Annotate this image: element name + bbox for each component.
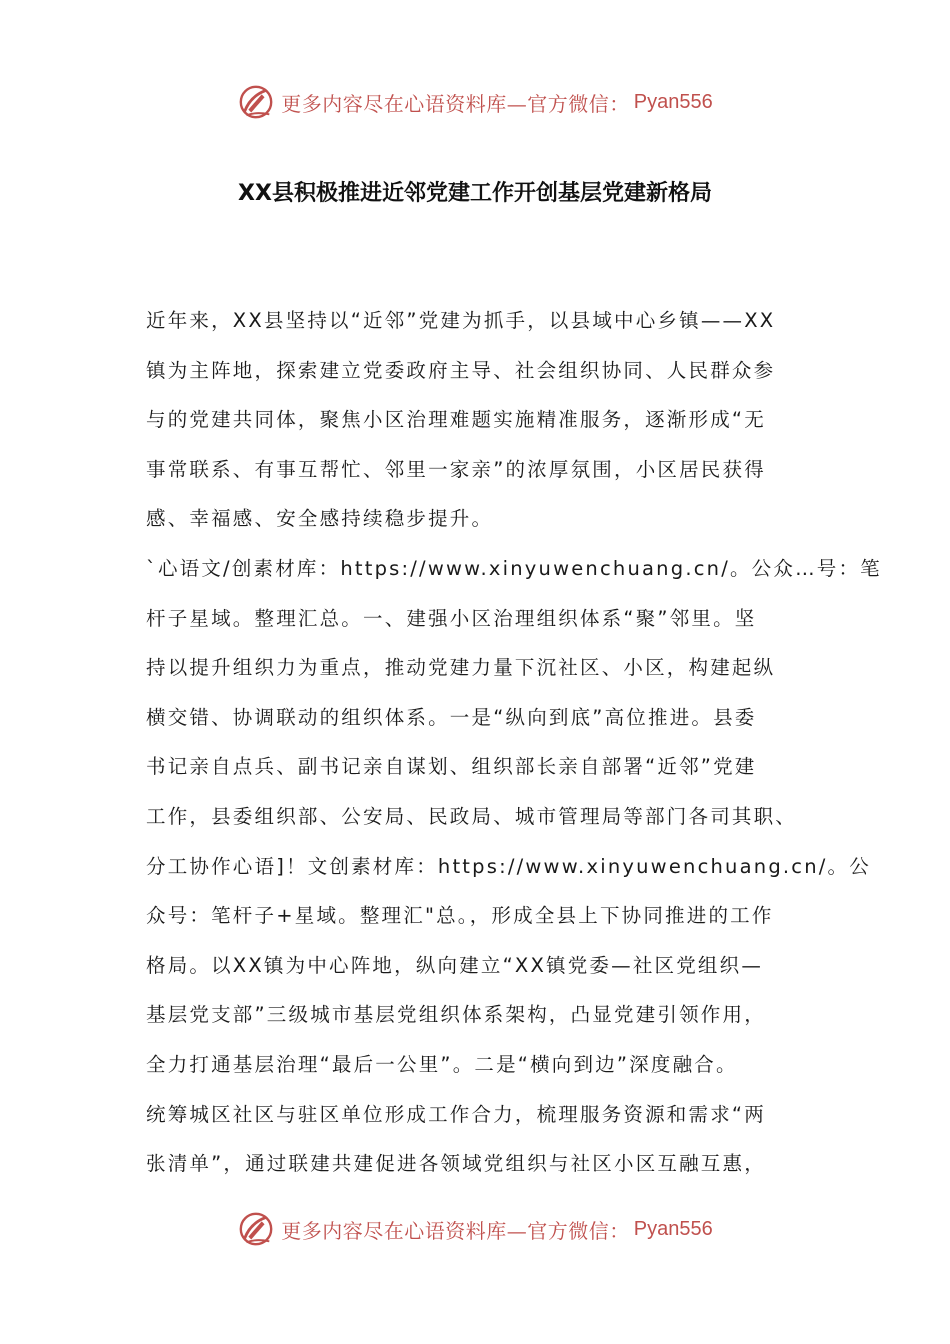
header-banner-text: 更多内容尽在心语资料库—官方微信：: [281, 91, 630, 116]
header-banner: [0, 80, 950, 124]
paragraph-line: 持以提升组织力为重点，推动党建力量下沉社区、小区，构建起纵: [146, 656, 776, 680]
footer-wechat-id: Pyan556: [633, 1217, 713, 1240]
paragraph-line: 杆子星域。整理汇总。一、建强小区治理组织体系“聚”邻里。坚: [146, 606, 757, 630]
paragraph-line: 分工协作心语]！文创素材库：https://www.xinyuwenchuang.cn/。公: [146, 854, 871, 878]
paragraph-line: 格局。以XX镇为中心阵地，纵向建立“XX镇党委—社区党组织—: [146, 953, 764, 977]
document-title: XX县积极推进近邻党建工作开创基层党建新格局: [238, 181, 712, 206]
paragraph-line: 镇为主阵地，探索建立党委政府主导、社会组织协同、人民群众参: [146, 358, 776, 382]
footer-banner-text: 更多内容尽在心语资料库—官方微信：: [281, 1218, 630, 1243]
paragraph-line: 张清单”，通过联建共建促进各领域党组织与社区小区互融互惠，: [146, 1152, 766, 1176]
pen-logo-icon: [237, 1210, 275, 1248]
document-body: [146, 296, 882, 1189]
paragraph-line: `心语文/创素材库：https://www.xinyuwenchuang.cn/。公众…号：笔: [146, 556, 882, 580]
pen-logo-icon: [237, 83, 275, 121]
paragraph-line: 工作，县委组织部、公安局、民政局、城市管理局等部门各司其职、: [146, 804, 798, 828]
paragraph-line: 全力打通基层治理“最后一公里”。二是“横向到边”深度融合。: [146, 1052, 738, 1076]
paragraph-line: 感、幸福感、安全感持续稳步提升。: [146, 507, 494, 531]
paragraph-line: 众号：笔杆子+星域。整理汇"总。，形成全县上下协同推进的工作: [146, 904, 774, 928]
paragraph-line: 基层党支部”三级城市基层党组织体系架构，凸显党建引领作用，: [146, 1003, 766, 1027]
paragraph-line: 书记亲自点兵、副书记亲自谋划、组织部长亲自部署“近邻”党建: [146, 755, 757, 779]
paragraph-line: 事常联系、有事互帮忙、邻里一家亲”的浓厚氛围，小区居民获得: [146, 457, 766, 481]
paragraph-line: 横交错、协调联动的组织体系。一是“纵向到底”高位推进。县委: [146, 705, 757, 729]
paragraph-line: 近年来，XX县坚持以“近邻”党建为抓手，以县域中心乡镇——XX: [146, 309, 776, 332]
header-wechat-id: Pyan556: [633, 90, 713, 113]
paragraph-line: 与的党建共同体，聚焦小区治理难题实施精准服务，逐渐形成“无: [146, 408, 766, 432]
paragraph-line: 统筹城区社区与驻区单位形成工作合力，梳理服务资源和需求“两: [146, 1102, 766, 1126]
footer-banner: [0, 1207, 950, 1251]
